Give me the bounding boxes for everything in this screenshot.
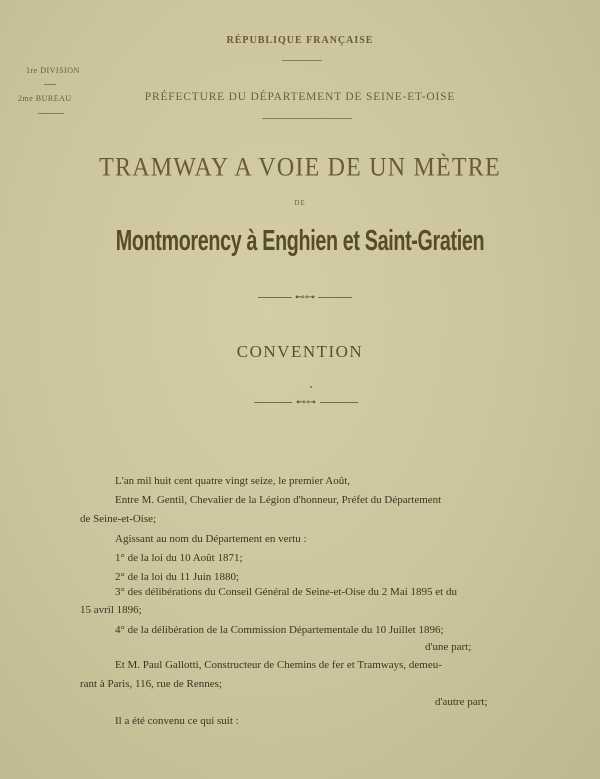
body-line: 4° de la délibération de la Commission Départementale du 10 Juillet 1896; [115,624,444,636]
prefecture-heading: PRÉFECTURE DU DÉPARTEMENT DE SEINE-ET-OISE [144,91,456,103]
body-line: rant à Paris, 116, rue de Rennes; [80,678,222,690]
ornament-divider [254,397,358,409]
rule-divider [38,113,64,114]
body-line: Entre M. Gentil, Chevalier de la Légion d'honneur, Préfet du Département [115,494,442,506]
rule-divider [44,84,56,85]
convention-heading: CONVENTION [236,342,364,361]
division-label: 1re DIVISION [26,66,80,75]
ornament-glyph: ⊷⊶ [296,397,316,408]
body-line: Il a été convenu ce qui suit : [115,715,239,727]
body-line: 15 avril 1896; [80,604,142,616]
body-line: Et M. Paul Gallotti, Constructeur de Chemins de fer et Tramways, demeu- [115,659,442,671]
body-line: Agissant au nom du Département en vertu : [115,533,307,545]
body-line: d'autre part; [435,696,488,708]
bureau-label: 2me BUREAU [18,94,72,103]
body-line: 2° de la loi du 11 Juin 1880; [115,571,240,583]
republique-heading: RÉPUBLIQUE FRANÇAISE [226,35,374,46]
body-line: 1° de la loi du 10 Août 1871; [115,552,243,564]
rule-divider [262,118,352,119]
title-connector: DE [294,199,306,207]
body-line: 3° des délibérations du Conseil Général de Seine-et-Oise du 2 Mai 1895 et du [115,586,457,598]
body-line: de Seine-et-Oise; [80,513,157,525]
ornament-divider [258,292,352,304]
ornament-glyph: ⊷⊶ [295,292,315,303]
body-line: d'une part; [425,641,472,653]
dot-mark [310,386,312,388]
body-line: L'an mil huit cent quatre vingt seize, le premier Août, [115,475,351,487]
rule-divider [282,60,322,61]
document-subtitle: Montmorency à Enghien et Saint-Gratien [115,225,485,257]
document-title: TRAMWAY A VOIE DE UN MÈTRE [99,153,501,183]
